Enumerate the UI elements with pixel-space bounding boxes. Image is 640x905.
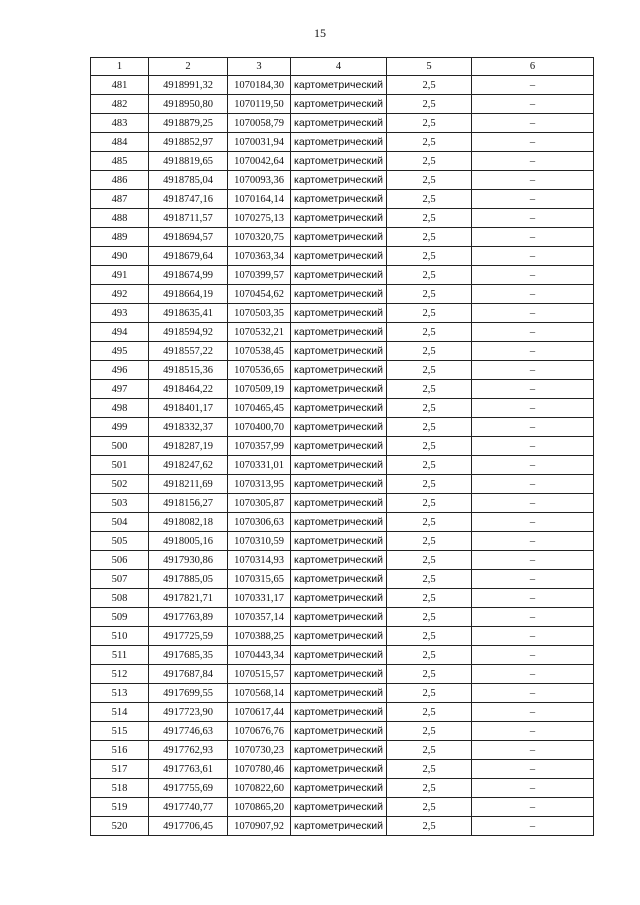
accuracy-cell: 2,5 <box>387 304 472 323</box>
x-coordinate-cell: 4917699,55 <box>149 684 228 703</box>
note-cell: – <box>472 399 594 418</box>
x-coordinate-cell: 4918679,64 <box>149 247 228 266</box>
note-cell: – <box>472 171 594 190</box>
point-number-cell: 505 <box>91 532 149 551</box>
table-row <box>91 152 594 171</box>
y-coordinate-cell: 1070676,76 <box>228 722 291 741</box>
x-coordinate-cell: 4918557,22 <box>149 342 228 361</box>
table-row <box>91 608 594 627</box>
note-cell: – <box>472 798 594 817</box>
coordinates-table <box>90 57 594 836</box>
accuracy-cell: 2,5 <box>387 817 472 836</box>
accuracy-cell: 2,5 <box>387 76 472 95</box>
accuracy-cell: 2,5 <box>387 551 472 570</box>
point-number-cell: 489 <box>91 228 149 247</box>
y-coordinate-cell: 1070357,99 <box>228 437 291 456</box>
method-cell: картометрический <box>291 133 387 152</box>
point-number-cell: 502 <box>91 475 149 494</box>
y-coordinate-cell: 1070907,92 <box>228 817 291 836</box>
table-row <box>91 133 594 152</box>
accuracy-cell: 2,5 <box>387 684 472 703</box>
accuracy-cell: 2,5 <box>387 722 472 741</box>
x-coordinate-cell: 4918785,04 <box>149 171 228 190</box>
x-coordinate-cell: 4917746,63 <box>149 722 228 741</box>
x-coordinate-cell: 4917885,05 <box>149 570 228 589</box>
x-coordinate-cell: 4917723,90 <box>149 703 228 722</box>
x-coordinate-cell: 4918594,92 <box>149 323 228 342</box>
point-number-cell: 518 <box>91 779 149 798</box>
table-row <box>91 627 594 646</box>
table-row <box>91 228 594 247</box>
note-cell: – <box>472 152 594 171</box>
x-coordinate-cell: 4918464,22 <box>149 380 228 399</box>
note-cell: – <box>472 608 594 627</box>
y-coordinate-cell: 1070780,46 <box>228 760 291 779</box>
method-cell: картометрический <box>291 285 387 304</box>
note-cell: – <box>472 741 594 760</box>
point-number-cell: 509 <box>91 608 149 627</box>
method-cell: картометрический <box>291 456 387 475</box>
x-coordinate-cell: 4918401,17 <box>149 399 228 418</box>
note-cell: – <box>472 456 594 475</box>
method-cell: картометрический <box>291 266 387 285</box>
point-number-cell: 482 <box>91 95 149 114</box>
table-row <box>91 380 594 399</box>
point-number-cell: 508 <box>91 589 149 608</box>
x-coordinate-cell: 4918747,16 <box>149 190 228 209</box>
accuracy-cell: 2,5 <box>387 532 472 551</box>
point-number-cell: 483 <box>91 114 149 133</box>
y-coordinate-cell: 1070331,01 <box>228 456 291 475</box>
note-cell: – <box>472 114 594 133</box>
table-row <box>91 114 594 133</box>
table-row <box>91 437 594 456</box>
accuracy-cell: 2,5 <box>387 570 472 589</box>
note-cell: – <box>472 304 594 323</box>
x-coordinate-cell: 4917930,86 <box>149 551 228 570</box>
x-coordinate-cell: 4918694,57 <box>149 228 228 247</box>
accuracy-cell: 2,5 <box>387 323 472 342</box>
x-coordinate-cell: 4918332,37 <box>149 418 228 437</box>
y-coordinate-cell: 1070058,79 <box>228 114 291 133</box>
accuracy-cell: 2,5 <box>387 399 472 418</box>
point-number-cell: 494 <box>91 323 149 342</box>
point-number-cell: 498 <box>91 399 149 418</box>
method-cell: картометрический <box>291 779 387 798</box>
point-number-cell: 496 <box>91 361 149 380</box>
point-number-cell: 504 <box>91 513 149 532</box>
x-coordinate-cell: 4917755,69 <box>149 779 228 798</box>
method-cell: картометрический <box>291 380 387 399</box>
note-cell: – <box>472 266 594 285</box>
y-coordinate-cell: 1070388,25 <box>228 627 291 646</box>
method-cell: картометрический <box>291 152 387 171</box>
x-coordinate-cell: 4917687,84 <box>149 665 228 684</box>
accuracy-cell: 2,5 <box>387 171 472 190</box>
accuracy-cell: 2,5 <box>387 228 472 247</box>
x-coordinate-cell: 4918674,99 <box>149 266 228 285</box>
table-row <box>91 209 594 228</box>
point-number-cell: 488 <box>91 209 149 228</box>
method-cell: картометрический <box>291 513 387 532</box>
table-row <box>91 456 594 475</box>
column-header: 3 <box>228 58 291 76</box>
x-coordinate-cell: 4918852,97 <box>149 133 228 152</box>
table-row <box>91 285 594 304</box>
x-coordinate-cell: 4917740,77 <box>149 798 228 817</box>
point-number-cell: 514 <box>91 703 149 722</box>
y-coordinate-cell: 1070184,30 <box>228 76 291 95</box>
accuracy-cell: 2,5 <box>387 589 472 608</box>
table-row <box>91 266 594 285</box>
point-number-cell: 499 <box>91 418 149 437</box>
table-row <box>91 722 594 741</box>
column-header: 2 <box>149 58 228 76</box>
point-number-cell: 492 <box>91 285 149 304</box>
y-coordinate-cell: 1070509,19 <box>228 380 291 399</box>
y-coordinate-cell: 1070310,59 <box>228 532 291 551</box>
point-number-cell: 487 <box>91 190 149 209</box>
x-coordinate-cell: 4917725,59 <box>149 627 228 646</box>
x-coordinate-cell: 4918211,69 <box>149 475 228 494</box>
method-cell: картометрический <box>291 247 387 266</box>
table-row <box>91 551 594 570</box>
method-cell: картометрический <box>291 76 387 95</box>
table-row <box>91 798 594 817</box>
note-cell: – <box>472 684 594 703</box>
method-cell: картометрический <box>291 323 387 342</box>
note-cell: – <box>472 247 594 266</box>
note-cell: – <box>472 646 594 665</box>
point-number-cell: 515 <box>91 722 149 741</box>
x-coordinate-cell: 4918664,19 <box>149 285 228 304</box>
accuracy-cell: 2,5 <box>387 209 472 228</box>
x-coordinate-cell: 4918950,80 <box>149 95 228 114</box>
note-cell: – <box>472 627 594 646</box>
accuracy-cell: 2,5 <box>387 152 472 171</box>
x-coordinate-cell: 4918635,41 <box>149 304 228 323</box>
note-cell: – <box>472 209 594 228</box>
y-coordinate-cell: 1070119,50 <box>228 95 291 114</box>
table-row <box>91 646 594 665</box>
method-cell: картометрический <box>291 589 387 608</box>
method-cell: картометрический <box>291 665 387 684</box>
note-cell: – <box>472 437 594 456</box>
accuracy-cell: 2,5 <box>387 437 472 456</box>
point-number-cell: 520 <box>91 817 149 836</box>
method-cell: картометрический <box>291 209 387 228</box>
y-coordinate-cell: 1070822,60 <box>228 779 291 798</box>
note-cell: – <box>472 380 594 399</box>
y-coordinate-cell: 1070093,36 <box>228 171 291 190</box>
table-row <box>91 703 594 722</box>
table-header-row <box>91 58 594 76</box>
method-cell: картометрический <box>291 817 387 836</box>
note-cell: – <box>472 779 594 798</box>
method-cell: картометрический <box>291 475 387 494</box>
point-number-cell: 497 <box>91 380 149 399</box>
accuracy-cell: 2,5 <box>387 133 472 152</box>
table-row <box>91 494 594 513</box>
note-cell: – <box>472 95 594 114</box>
y-coordinate-cell: 1070515,57 <box>228 665 291 684</box>
table-row <box>91 475 594 494</box>
accuracy-cell: 2,5 <box>387 285 472 304</box>
table-row <box>91 779 594 798</box>
point-number-cell: 512 <box>91 665 149 684</box>
x-coordinate-cell: 4918819,65 <box>149 152 228 171</box>
point-number-cell: 500 <box>91 437 149 456</box>
note-cell: – <box>472 228 594 247</box>
y-coordinate-cell: 1070730,23 <box>228 741 291 760</box>
method-cell: картометрический <box>291 570 387 589</box>
method-cell: картометрический <box>291 722 387 741</box>
point-number-cell: 491 <box>91 266 149 285</box>
method-cell: картометрический <box>291 95 387 114</box>
x-coordinate-cell: 4918879,25 <box>149 114 228 133</box>
y-coordinate-cell: 1070314,93 <box>228 551 291 570</box>
point-number-cell: 519 <box>91 798 149 817</box>
accuracy-cell: 2,5 <box>387 760 472 779</box>
point-number-cell: 513 <box>91 684 149 703</box>
method-cell: картометрический <box>291 551 387 570</box>
y-coordinate-cell: 1070532,21 <box>228 323 291 342</box>
x-coordinate-cell: 4917685,35 <box>149 646 228 665</box>
table-row <box>91 513 594 532</box>
accuracy-cell: 2,5 <box>387 741 472 760</box>
y-coordinate-cell: 1070031,94 <box>228 133 291 152</box>
accuracy-cell: 2,5 <box>387 779 472 798</box>
accuracy-cell: 2,5 <box>387 513 472 532</box>
method-cell: картометрический <box>291 342 387 361</box>
x-coordinate-cell: 4918287,19 <box>149 437 228 456</box>
y-coordinate-cell: 1070536,65 <box>228 361 291 380</box>
accuracy-cell: 2,5 <box>387 190 472 209</box>
table-row <box>91 323 594 342</box>
accuracy-cell: 2,5 <box>387 247 472 266</box>
column-header: 5 <box>387 58 472 76</box>
y-coordinate-cell: 1070275,13 <box>228 209 291 228</box>
note-cell: – <box>472 665 594 684</box>
method-cell: картометрический <box>291 399 387 418</box>
note-cell: – <box>472 722 594 741</box>
point-number-cell: 490 <box>91 247 149 266</box>
method-cell: картометрический <box>291 171 387 190</box>
accuracy-cell: 2,5 <box>387 475 472 494</box>
point-number-cell: 507 <box>91 570 149 589</box>
method-cell: картометрический <box>291 684 387 703</box>
column-header: 1 <box>91 58 149 76</box>
table-row <box>91 76 594 95</box>
x-coordinate-cell: 4917763,89 <box>149 608 228 627</box>
y-coordinate-cell: 1070617,44 <box>228 703 291 722</box>
table-row <box>91 95 594 114</box>
accuracy-cell: 2,5 <box>387 380 472 399</box>
point-number-cell: 511 <box>91 646 149 665</box>
x-coordinate-cell: 4918711,57 <box>149 209 228 228</box>
y-coordinate-cell: 1070400,70 <box>228 418 291 437</box>
table-row <box>91 342 594 361</box>
x-coordinate-cell: 4918082,18 <box>149 513 228 532</box>
accuracy-cell: 2,5 <box>387 456 472 475</box>
column-header: 4 <box>291 58 387 76</box>
y-coordinate-cell: 1070315,65 <box>228 570 291 589</box>
y-coordinate-cell: 1070164,14 <box>228 190 291 209</box>
note-cell: – <box>472 475 594 494</box>
y-coordinate-cell: 1070363,34 <box>228 247 291 266</box>
y-coordinate-cell: 1070865,20 <box>228 798 291 817</box>
table-row <box>91 817 594 836</box>
method-cell: картометрический <box>291 494 387 513</box>
accuracy-cell: 2,5 <box>387 494 472 513</box>
table-row <box>91 361 594 380</box>
note-cell: – <box>472 133 594 152</box>
table-row <box>91 684 594 703</box>
note-cell: – <box>472 285 594 304</box>
point-number-cell: 486 <box>91 171 149 190</box>
table-row <box>91 190 594 209</box>
table-row <box>91 665 594 684</box>
table-row <box>91 304 594 323</box>
note-cell: – <box>472 817 594 836</box>
point-number-cell: 510 <box>91 627 149 646</box>
table-row <box>91 171 594 190</box>
note-cell: – <box>472 361 594 380</box>
table-row <box>91 760 594 779</box>
point-number-cell: 517 <box>91 760 149 779</box>
accuracy-cell: 2,5 <box>387 266 472 285</box>
method-cell: картометрический <box>291 798 387 817</box>
y-coordinate-cell: 1070320,75 <box>228 228 291 247</box>
y-coordinate-cell: 1070568,14 <box>228 684 291 703</box>
point-number-cell: 501 <box>91 456 149 475</box>
y-coordinate-cell: 1070306,63 <box>228 513 291 532</box>
x-coordinate-cell: 4917706,45 <box>149 817 228 836</box>
y-coordinate-cell: 1070503,35 <box>228 304 291 323</box>
note-cell: – <box>472 418 594 437</box>
method-cell: картометрический <box>291 627 387 646</box>
accuracy-cell: 2,5 <box>387 95 472 114</box>
table-row <box>91 399 594 418</box>
accuracy-cell: 2,5 <box>387 627 472 646</box>
y-coordinate-cell: 1070443,34 <box>228 646 291 665</box>
accuracy-cell: 2,5 <box>387 361 472 380</box>
table-row <box>91 418 594 437</box>
method-cell: картометрический <box>291 228 387 247</box>
point-number-cell: 493 <box>91 304 149 323</box>
table-body <box>91 76 594 836</box>
method-cell: картометрический <box>291 532 387 551</box>
note-cell: – <box>472 570 594 589</box>
accuracy-cell: 2,5 <box>387 342 472 361</box>
method-cell: картометрический <box>291 190 387 209</box>
note-cell: – <box>472 323 594 342</box>
note-cell: – <box>472 76 594 95</box>
note-cell: – <box>472 589 594 608</box>
table-row <box>91 741 594 760</box>
y-coordinate-cell: 1070399,57 <box>228 266 291 285</box>
accuracy-cell: 2,5 <box>387 114 472 133</box>
x-coordinate-cell: 4917763,61 <box>149 760 228 779</box>
accuracy-cell: 2,5 <box>387 798 472 817</box>
y-coordinate-cell: 1070357,14 <box>228 608 291 627</box>
point-number-cell: 495 <box>91 342 149 361</box>
x-coordinate-cell: 4918515,36 <box>149 361 228 380</box>
method-cell: картометрический <box>291 760 387 779</box>
column-header: 6 <box>472 58 594 76</box>
note-cell: – <box>472 494 594 513</box>
y-coordinate-cell: 1070331,17 <box>228 589 291 608</box>
table-row <box>91 570 594 589</box>
accuracy-cell: 2,5 <box>387 703 472 722</box>
accuracy-cell: 2,5 <box>387 646 472 665</box>
method-cell: картометрический <box>291 304 387 323</box>
point-number-cell: 485 <box>91 152 149 171</box>
method-cell: картометрический <box>291 114 387 133</box>
method-cell: картометрический <box>291 646 387 665</box>
method-cell: картометрический <box>291 608 387 627</box>
y-coordinate-cell: 1070042,64 <box>228 152 291 171</box>
note-cell: – <box>472 190 594 209</box>
method-cell: картометрический <box>291 741 387 760</box>
y-coordinate-cell: 1070538,45 <box>228 342 291 361</box>
point-number-cell: 481 <box>91 76 149 95</box>
accuracy-cell: 2,5 <box>387 608 472 627</box>
point-number-cell: 484 <box>91 133 149 152</box>
page-number: 15 <box>314 26 326 40</box>
note-cell: – <box>472 342 594 361</box>
x-coordinate-cell: 4917821,71 <box>149 589 228 608</box>
method-cell: картометрический <box>291 418 387 437</box>
method-cell: картометрический <box>291 361 387 380</box>
x-coordinate-cell: 4918156,27 <box>149 494 228 513</box>
x-coordinate-cell: 4917762,93 <box>149 741 228 760</box>
accuracy-cell: 2,5 <box>387 665 472 684</box>
table-row <box>91 532 594 551</box>
note-cell: – <box>472 532 594 551</box>
x-coordinate-cell: 4918005,16 <box>149 532 228 551</box>
note-cell: – <box>472 513 594 532</box>
y-coordinate-cell: 1070313,95 <box>228 475 291 494</box>
note-cell: – <box>472 760 594 779</box>
table-row <box>91 589 594 608</box>
y-coordinate-cell: 1070454,62 <box>228 285 291 304</box>
x-coordinate-cell: 4918991,32 <box>149 76 228 95</box>
y-coordinate-cell: 1070465,45 <box>228 399 291 418</box>
point-number-cell: 506 <box>91 551 149 570</box>
x-coordinate-cell: 4918247,62 <box>149 456 228 475</box>
note-cell: – <box>472 551 594 570</box>
note-cell: – <box>472 703 594 722</box>
point-number-cell: 503 <box>91 494 149 513</box>
method-cell: картометрический <box>291 437 387 456</box>
method-cell: картометрический <box>291 703 387 722</box>
y-coordinate-cell: 1070305,87 <box>228 494 291 513</box>
table-row <box>91 247 594 266</box>
accuracy-cell: 2,5 <box>387 418 472 437</box>
point-number-cell: 516 <box>91 741 149 760</box>
